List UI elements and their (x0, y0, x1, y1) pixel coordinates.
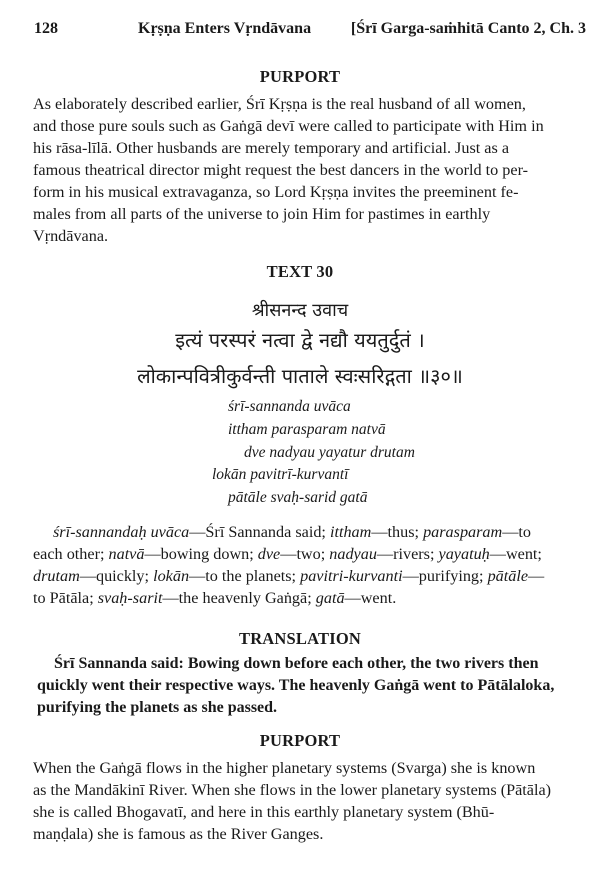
page-number: 128 (34, 20, 58, 37)
purport-line: famous theatrical director might request the best dancers in the world to per- (33, 161, 529, 179)
text-number-heading: TEXT 30 (266, 262, 334, 281)
synonym-line: drutam—quickly; lokān—to the planets; pavitri-kurvanti—purifying; pātāle— (33, 567, 545, 585)
purport-line: As elaborately described earlier, Śrī Kṛṣṇa is the real husband of all women, (33, 95, 526, 113)
purport-line: as the Mandākinī River. When she flows in the lower planetary systems (Pātāla) (33, 781, 552, 799)
purport-line: form in his musical extravaganza, so Lord Kṛṣṇa invites the preeminent fe- (33, 183, 519, 201)
purport-paragraph (33, 93, 581, 247)
purport-paragraph (33, 757, 581, 845)
purport-line: his rāsa-līlā. Other husbands are merely temporary and artificial. Just as a (33, 139, 510, 157)
translation-line: purifying the planets as she passed. (37, 699, 278, 716)
synonym-line: śrī-sannandaḥ uvāca—Śrī Sannanda said; ittham—thus; parasparam—to (53, 523, 531, 541)
purport-heading: PURPORT (259, 731, 341, 750)
devanagari-line: इत्यं परस्परं नत्वा द्वे नद्यौ ययतुर्दुतं । (175, 328, 425, 352)
devanagari-line: श्रीसनन्द उवाच (251, 300, 349, 321)
translation-heading: TRANSLATION (238, 629, 361, 648)
purport-line: maṇḍala) she is famous as the River Ganges. (33, 825, 324, 843)
purport-line: and those pure souls such as Gaṅgā devī were called to participate with Him in (33, 117, 544, 135)
purport-line: Vṛndāvana. (33, 227, 109, 245)
book-reference: [Śrī Garga-saṁhitā Canto 2, Ch. 3 (350, 20, 586, 37)
synonym-line: each other; natvā—bowing down; dve—two; nadyau—rivers; yayatuḥ—went; (33, 545, 542, 563)
purport-line: males from all parts of the universe to join Him for pastimes in earthly (33, 205, 491, 223)
translation-line: Śrī Sannanda said: Bowing down before each other, the two rivers then (54, 655, 539, 672)
purport-line: she is called Bhogavatī, and here in this earthly planetary system (Bhū- (33, 803, 495, 821)
synonyms-paragraph (33, 521, 581, 609)
chapter-title: Kṛṣṇa Enters Vṛndāvana (138, 20, 312, 37)
purport-heading: PURPORT (259, 67, 341, 86)
transliteration-line: dve nadyau yayatur drutam (244, 444, 415, 461)
transliteration-line: ittham parasparam natvā (228, 421, 386, 438)
transliteration-line: lokān pavitrī-kurvantī (212, 466, 349, 483)
devanagari-line: लोकान्पवित्रीकुर्वन्ती पाताले स्वःसरिद्गता ॥३०॥ (137, 364, 463, 388)
purport-line: When the Gaṅgā flows in the higher planetary systems (Svarga) she is known (33, 759, 536, 777)
synonym-line: to Pātāla; svaḥ-sarit—the heavenly Gaṅgā; gatā—went. (33, 589, 397, 607)
translation-line: quickly went their respective ways. The heavenly Gaṅgā went to Pātālaloka, (37, 677, 555, 694)
transliteration-line: śrī-sannanda uvāca (228, 398, 351, 415)
running-header (20, 20, 586, 42)
translation-paragraph (37, 653, 581, 719)
transliteration-line: pātāle svaḥ-sarid gatā (228, 489, 368, 506)
